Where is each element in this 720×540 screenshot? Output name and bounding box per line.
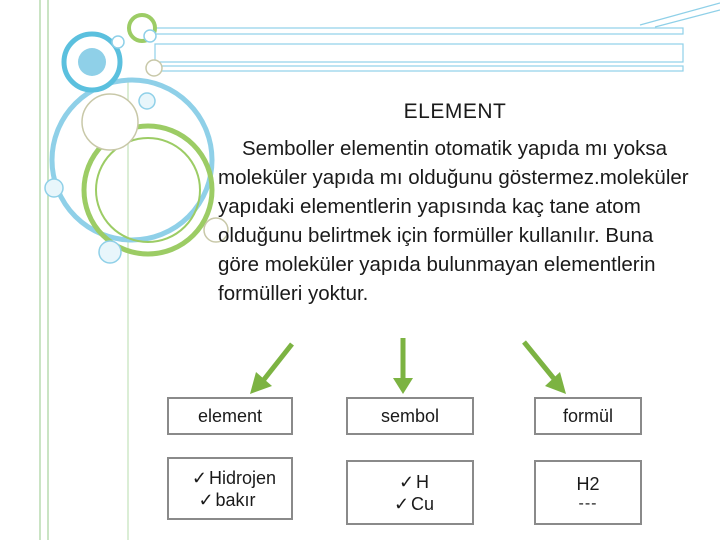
down-arrow-icon-center xyxy=(393,338,413,394)
slide-title: ELEMENT xyxy=(403,100,507,123)
list-item: ✓ Hidrojen xyxy=(191,467,277,488)
down-arrow-icon-right xyxy=(524,342,566,394)
header-element: element xyxy=(167,397,293,435)
symbol-items xyxy=(346,460,474,525)
slide-paragraph: Semboller elementin otomatik yapıda mı yoksa moleküler yapıda mı olduğunu göstermez.moleküler yapıdaki elementlerin yapısında kaç tane atom olduğunu belirtmek için formüller kullanılır. Buna göre moleküler yapıda bulunmayan elementlerin formülleri yoktur. xyxy=(218,137,689,305)
check-icon: ✓ xyxy=(393,493,410,514)
list-item: ✓ H xyxy=(398,471,430,492)
list-item: --- xyxy=(578,494,598,512)
header-sembol: sembol xyxy=(346,397,474,435)
list-item: ✓ Cu xyxy=(393,493,435,514)
check-icon: ✓ xyxy=(191,467,208,488)
check-icon: ✓ xyxy=(398,471,415,492)
element-items xyxy=(167,457,293,520)
list-item: ✓ bakır xyxy=(198,489,256,510)
list-item: H2 xyxy=(576,473,600,494)
header-formul: formül xyxy=(534,397,642,435)
formula-items xyxy=(534,460,642,525)
down-arrow-icon-left xyxy=(250,344,292,394)
check-icon: ✓ xyxy=(198,489,214,510)
